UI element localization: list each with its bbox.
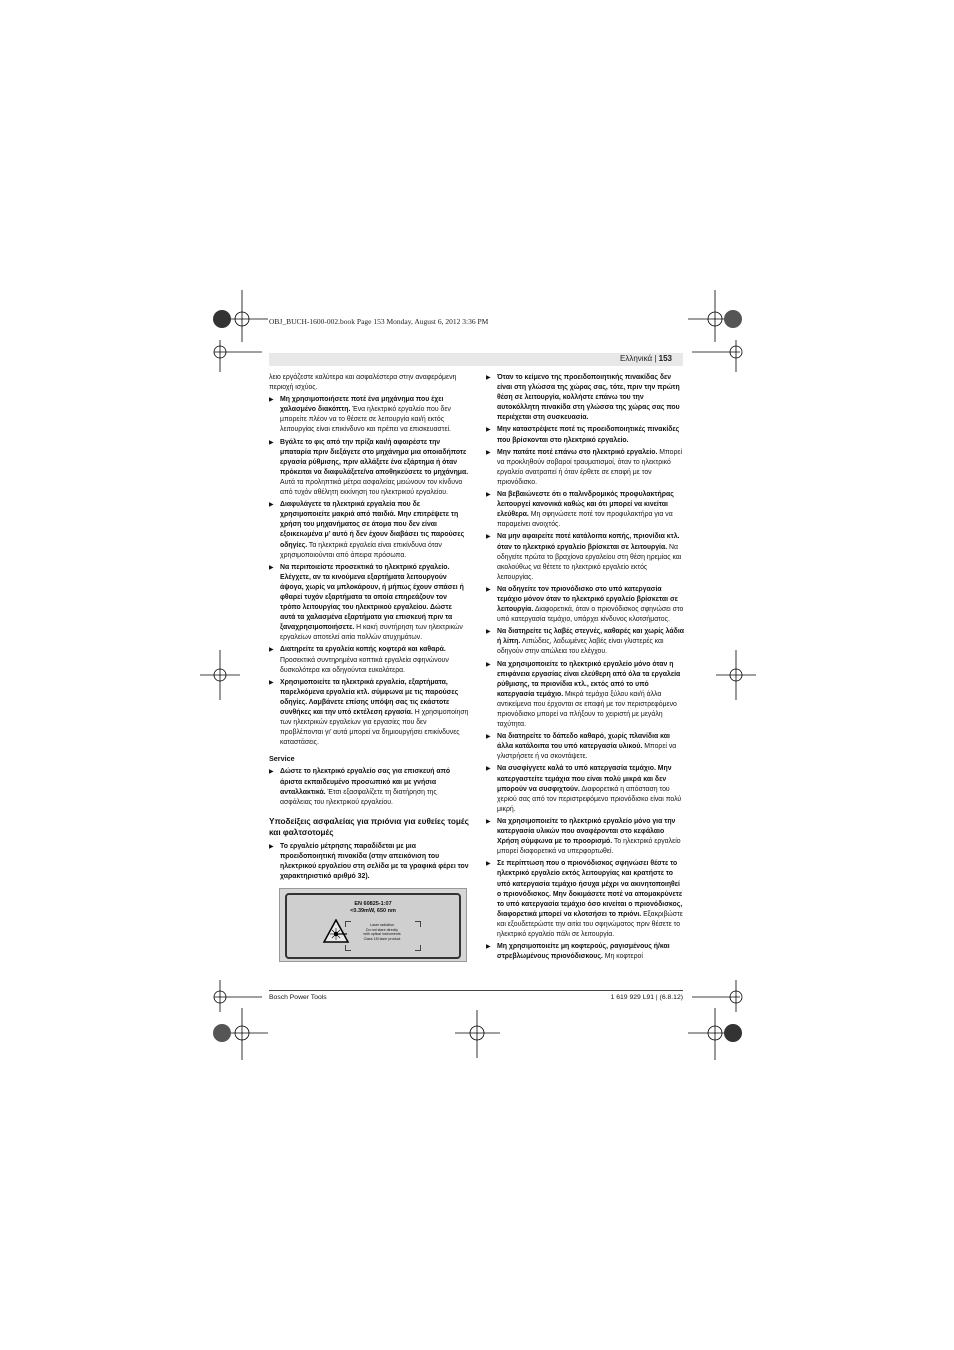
service-bullet xyxy=(269,767,469,807)
label-warn-1: Laser radiation xyxy=(370,923,394,928)
bullet-text: Μικρά τεμάχια ξύλου και/ή άλλα αντικείμενα που έρχονται σε επαφή με τον περιστρεφόμενο πριονόδισκο μπορεί να πλήξουν το χειριστή με μεγάλη ταχύτητα. xyxy=(497,690,677,729)
bullet-bold-text: Μη χρησιμοποιείτε μη κοφτερούς, ραγισμένους ή/και στρεβλωμένους πριονόδισκους. xyxy=(497,943,670,961)
bullet-bold-text: Σε περίπτωση που ο πριονόδισκος σφηνώσει θέστε το ηλεκτρικό εργαλείο εκτός λειτουργίας και κρατήστε το υπό κατεργασία τεμάχιο ήσυχα μέχρι να ακινητοποιηθεί ο πριονόδισκος. Μην δοκιμάσετε ποτέ να απομακρύνετε το υπό κατεργασία τεμάχιο όσο κινείται ο πριονόδισκος, διαφορετικά μπορεί να κλοτσήσει το πριόνι. xyxy=(497,860,683,918)
bullet-item xyxy=(486,373,684,423)
laser-label-warning xyxy=(347,923,417,941)
bullet-text: Λιπώδεις, λαδωμένες λαβές είναι γλιστερές και οδηγούν στην απώλεια του ελέγχου. xyxy=(497,638,664,656)
service-bullet-text: Έτσι εξασφαλίζετε τη διατήρηση της ασφάλειας του ηλεκτρικού εργαλείου. xyxy=(280,788,437,806)
footer-brand: Bosch Power Tools xyxy=(269,994,327,1001)
bullet-text: Προσεκτικά συντηρημένα κοπτικά εργαλεία σφηνώνουν δυσκολότερα και οδηγούνται ευκολότερα. xyxy=(280,656,449,674)
service-title: Service xyxy=(269,754,295,764)
bullet-text: Μπορεί να προκληθούν σοβαροί τραυματισμοί, όταν το ηλεκτρικό εργαλείο ανατραπεί ή όταν έρθετε σε επαφή με τον πριονόδισκο. xyxy=(497,448,683,486)
bullet-item xyxy=(269,645,469,675)
language-page xyxy=(620,354,672,363)
label-corner xyxy=(415,921,421,927)
bullet-bold-text: Να χρησιμοποιείτε το ηλεκτρικό εργαλείο μόνο για την κατεργασία υλικών που αναφέρονται στο κεφάλαιο Χρήση σύμφωνα με το προορισμό. xyxy=(497,817,676,846)
bullet-bold-text: Μην πατάτε ποτέ επάνω στο ηλεκτρικό εργαλείο. xyxy=(497,448,658,456)
bullet-item xyxy=(269,500,469,561)
bullet-text: Αυτά τα προληπτικά μέτρα ασφαλείας μειώνουν τον κίνδυνο από τυχόν αθέλητη εκκίνηση του ηλεκτρικού εργαλείου. xyxy=(280,478,463,497)
bullet-item xyxy=(486,764,684,814)
label-standard: EN 60825-1:07 xyxy=(354,901,392,908)
bullet-bold-text: Μην καταστρέψετε ποτέ τις προειδοποιητικές πινακίδες που βρίσκονται στο ηλεκτρικό εργαλείο. xyxy=(497,426,680,444)
bullet-item xyxy=(486,448,684,488)
bullet-bold-text: Να διατηρείτε τις λαβές στεγνές, καθαρές και χωρίς λάδια ή λίπη. xyxy=(497,628,684,646)
bullet-bold-text: Να συσφίγγετε καλά το υπό κατεργασία τεμάχιο. Μην κατεργαστείτε τεμάχια που είναι πολύ μικρά και δεν μπορούν να συσφιχτούν. xyxy=(497,765,672,793)
label-warn-2: Do not stare directly xyxy=(366,927,398,932)
bullet-bold-text: Να διατηρείτε το δάπεδο καθαρό, χωρίς πλανίδια και άλλα κατάλοιπα του υπό κατεργασία υλικού. xyxy=(497,733,670,751)
language-bar xyxy=(269,353,683,366)
bullet-bold-text: Βγάλτε το φις από την πρίζα και/ή αφαιρέστε την μπαταρία πριν διεξάγετε στο μηχάνημα μια οποιαδήποτε εργασία ρύθμισης, πριν αλλάξετε ένα εξάρτημα ή όταν πρόκειται να διαφυλάξετε/να αποθηκεύσετε το μηχάνημα. xyxy=(280,438,469,476)
label-corner xyxy=(345,921,351,927)
bullet-text: Η χρησιμοποίηση των ηλεκτρικών εργαλείων για εργασίες που δεν προβλέπονται γι’ αυτά μπορεί να δημιουργήσει επικίνδυνες καταστάσεις. xyxy=(280,709,469,747)
bullet-text: Εξακριβώστε και εξουδετερώστε την αιτία του σφηνώματος πριν θέσετε το ηλεκτρικό εργαλείο πάλι σε λειτουργία. xyxy=(497,910,683,938)
bullet-item xyxy=(486,490,684,530)
bullet-item xyxy=(486,425,684,445)
bullet-bold-text: Όταν το κείμενο της προειδοποιητικής πινακίδας δεν είναι στη γλώσσα της χώρας σας, τότε, πριν την πρώτη θέση σε λειτουργία, κολλήστε επάνω του την αυτοκόλλητη πινακίδα στη γλώσσα της χώρας σας που περιέχεται στη συσκευασία. xyxy=(497,374,680,422)
right-bullets xyxy=(486,373,684,962)
bullet-item xyxy=(269,563,469,644)
bullet-text: Ένα ηλεκτρικό εργαλείο που δεν μπορείτε πλέον να το θέσετε σε λειτουργία και/ή εκτός λειτουργίας είναι επικίνδυνο και πρέπει να επισκευαστεί. xyxy=(280,406,451,434)
bullet-bold-text: Να οδηγείτε τον πριονόδισκο στο υπό κατεργασία τεμάχιο μόνον όταν το ηλεκτρικό εργαλείο βρίσκεται σε λειτουργία. xyxy=(497,585,678,614)
bullet-item xyxy=(486,942,684,962)
laser-label-standard xyxy=(287,901,459,915)
bullet-text: Μη κοφτεροί xyxy=(602,953,643,961)
bullet-bold-text: Να χρησιμοποιείτε το ηλεκτρικό εργαλείο μόνο όταν η επιφάνεια εργασίας είναι ελεύθερη από όλα τα εργαλεία ρύθμισης, τα πριονίδια κτλ., εκτός από το υπό κατεργασία τεμάχιο. xyxy=(497,660,681,698)
laser-warning-label xyxy=(279,888,467,962)
bullet-item xyxy=(486,660,684,731)
bullet-bold-text: Να περιποιείστε προσεκτικά το ηλεκτρικό εργαλείο. Ελέγχετε, αν τα κινούμενα εξαρτήματα λειτουργούν άψογα, χωρίς να μπλοκάρουν, ή μήπως έχουν σπάσει ή φθαρεί τυχόν εξαρτήματα τα οποία επηρεάζουν τον τρόπο λειτουργίας του ηλεκτρικού εργαλείου. Δώστε αυτά τα χαλασμένα εξαρτήματα για επισκευή πριν τα ξαναχρησιμοποιήσετε. xyxy=(280,563,464,632)
bullet-text: Διαφορετικά, όταν ο πριονόδισκος σφηνώσει στο υπό κατεργασία τεμάχιο, υπάρχει κίνδυνος κλοτσήματος. xyxy=(497,606,684,624)
footer-code: 1 619 929 L91 | (6.8.12) xyxy=(610,994,683,1001)
service-bullet-bold: Δώστε το ηλεκτρικό εργαλείο σας για επισκευή από άριστα εκπαιδευμένο προσωπικό και με γνήσια ανταλλακτικά. xyxy=(280,768,451,796)
bullet-item xyxy=(486,532,684,582)
bullet-bold-text: Να μην αφαιρείτε ποτέ κατάλοιπα κοπής, πριονίδια κτλ. όταν το ηλεκτρικό εργαλείο βρίσκεται σε λειτουργία. xyxy=(497,533,680,551)
bullet-text: Το ηλεκτρικό εργαλείο μπορεί διαφορετικά να υπερφορτωθεί. xyxy=(497,838,681,856)
bullet-bold-text: Διαφυλάγετε τα ηλεκτρικά εργαλεία που δε χρησιμοποιείτε μακριά από παιδιά. Μην επιτρέψετε τη χρήση του μηχανήματος σε άτομα που δεν είναι εξοικειωμένα μ’ αυτό ή δεν έχουν διαβάσει τις παρούσες οδηγίες. xyxy=(280,501,465,549)
page-number: 153 xyxy=(658,354,672,363)
label-warn-4: Class 1M laser product xyxy=(363,937,401,941)
bullet-bold-text: Μη χρησιμοποιήσετε ποτέ ένα μηχάνημα που έχει χαλασμένο διακόπτη. xyxy=(280,396,444,414)
bullet-item xyxy=(486,627,684,657)
bullet-item xyxy=(269,678,469,749)
file-header: OBJ_BUCH-1600-002.book Page 153 Monday, August 6, 2012 3:36 PM xyxy=(269,317,489,326)
bullet-bold-text: Να βεβαιώνεστε ότι ο παλινδρομικός προφυλακτήρας λειτουργεί κανονικά καθώς και ότι μπορεί να κινείται ελεύθερα. xyxy=(497,491,674,519)
footer-rule xyxy=(269,990,683,991)
bullet-item xyxy=(486,817,684,857)
bullet-item xyxy=(486,585,684,625)
label-bullet xyxy=(269,842,469,882)
bullet-bold-text: Διατηρείτε τα εργαλεία κοπής κοφτερά και καθαρά. xyxy=(280,646,446,654)
separator: | xyxy=(654,354,659,363)
bullet-text: Μη σφηνώσετε ποτέ τον προφυλακτήρα για να παραμείνει ανοιχτός. xyxy=(497,511,673,529)
intro-text: λειο εργάζεστε καλύτερα και ασφαλέστερα στην αναφερόμενη περιοχή ισχύος. xyxy=(269,374,457,392)
section-heading: Υποδείξεις ασφαλείας για πριόνια για ευθείες τομές και φαλτσοτομές xyxy=(269,816,469,837)
label-warn-3: with optical instruments xyxy=(363,932,401,937)
label-bullet-bold: Το εργαλείο μέτρησης παραδίδεται με μια προειδοποιητική πινακίδα (στην απεικόνιση του ηλεκτρικού εργαλείου στη σελίδα με τα γραφικά φέρει τον χαρακτηριστικό αριθμό 32). xyxy=(280,842,469,881)
right-column xyxy=(486,373,684,964)
bullet-item xyxy=(486,732,684,762)
label-corner xyxy=(415,945,421,951)
language-label: Ελληνικά xyxy=(620,354,653,363)
left-column xyxy=(269,373,469,962)
bullet-bold-text: Χρησιμοποιείτε τα ηλεκτρικά εργαλεία, εξαρτήματα, παρελκόμενα εργαλεία κτλ. σύμφωνα με τις παρούσες οδηγίες. Λαμβάνετε επίσης υπόψη σας τις εκάστοτε συνθήκες και την υπό εκτέλεση εργασία. xyxy=(280,678,459,716)
bullet-text: Μπορεί να γλιστρήσετε ή να σκοντάψετε. xyxy=(497,743,677,761)
label-power: <0.39mW, 650 nm xyxy=(350,908,396,915)
bullet-text: Να οδηγείτε πρώτα το βραχίονα εργαλείου στη θέση ηρεμίας και ακολούθως να θέτετε το ηλεκτρικό εργαλείο εκτός λειτουργίας. xyxy=(497,543,682,581)
bullet-text: Διαφορετικά η απόσταση του χεριού σας από τον περιστρεφόμενο πριονόδισκο είναι πολύ μικρή. xyxy=(497,785,682,813)
bullet-item xyxy=(269,395,469,435)
label-corner xyxy=(345,945,351,951)
bullet-item xyxy=(269,438,469,499)
left-bullets xyxy=(269,395,469,748)
bullet-item xyxy=(486,859,684,940)
bullet-text: Τα ηλεκτρικά εργαλεία είναι επικίνδυνα όταν χρησιμοποιούνται από άπειρα πρόσωπα. xyxy=(280,541,442,559)
laser-label-inner xyxy=(285,893,461,959)
bullet-text: Η κακή συντήρηση των ηλεκτρικών εργαλείων αποτελεί αιτία πολλών ατυχημάτων. xyxy=(280,624,463,642)
